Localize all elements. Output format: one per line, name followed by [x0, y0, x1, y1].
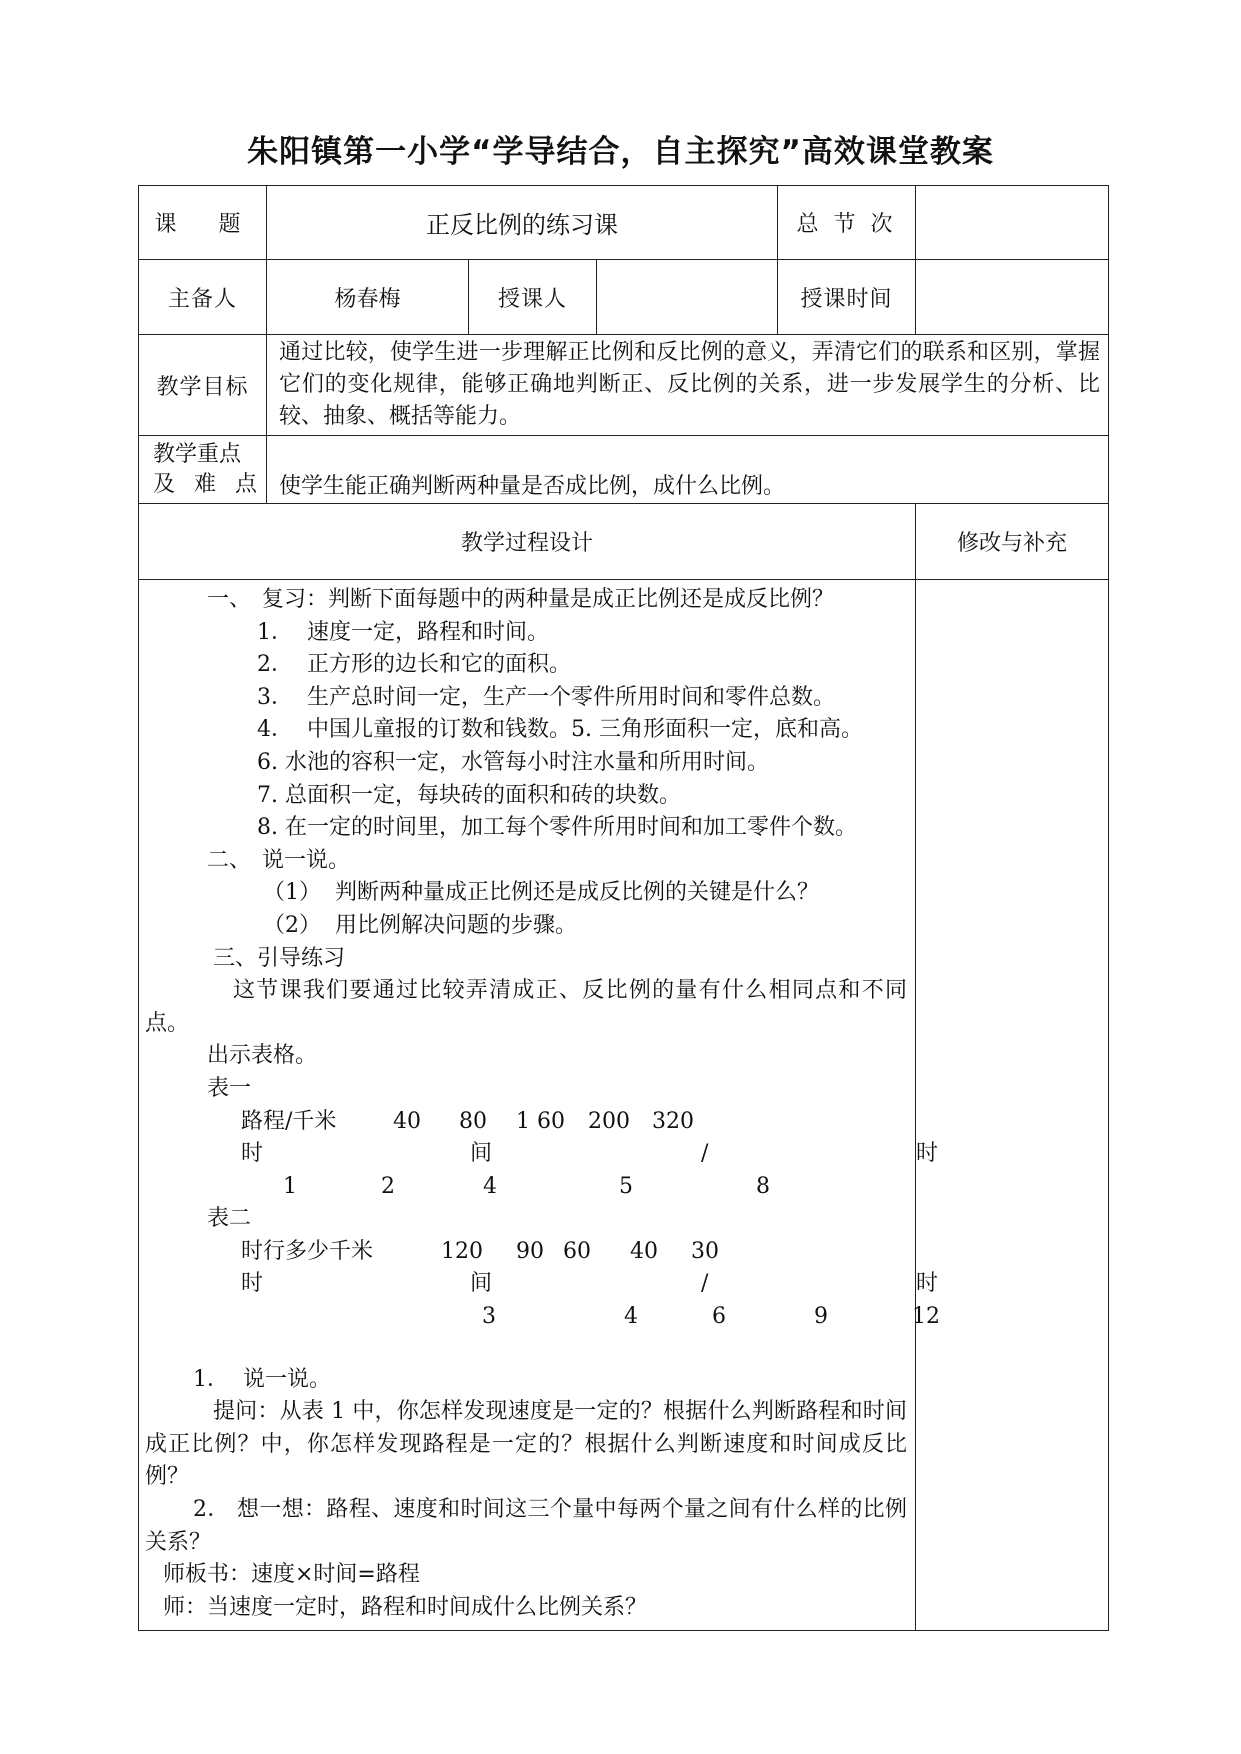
lesson-plan-table [138, 185, 1109, 1631]
preparer-label: 主备人 [139, 260, 267, 335]
table-2-row-speed [145, 1236, 907, 1269]
table-1-cell: 8 [756, 1173, 770, 1199]
table-1-cell: 320 [652, 1108, 694, 1134]
table-1-cell: 时 [916, 1141, 939, 1167]
table-2-cell: 时行多少千米 [241, 1238, 374, 1264]
topic-value: 正反比例的练习课 [267, 186, 778, 260]
table-2-cell: 间 [470, 1271, 493, 1297]
table-1-cell: 80 [459, 1108, 487, 1134]
table-1-cell: 40 [393, 1108, 421, 1134]
table-2-cell: 3 [482, 1304, 496, 1330]
process-body [139, 580, 940, 1631]
table-1-row-time [145, 1171, 907, 1204]
review-item-8: 8. 在一定的时间里，加工每个零件所用时间和加工零件个数。 [257, 815, 857, 841]
goal-row [139, 335, 1109, 436]
revision-notes-cell [916, 580, 1109, 1631]
table-2-cell: 120 [441, 1238, 483, 1264]
teacher-question: 师：当速度一定时，路程和时间成什么比例关系？ [163, 1594, 648, 1620]
discuss-heading: 二、 说一说。 [207, 847, 351, 873]
table-1-cell: 4 [483, 1173, 497, 1199]
table-2-cell: 时 [241, 1271, 264, 1297]
review-item-7: 7. 总面积一定，每块砖的面积和砖的块数。 [257, 782, 681, 808]
people-row [139, 260, 1109, 335]
review-item-3: 3． 生产总时间一定，生产一个零件所用时间和零件总数。 [257, 684, 835, 710]
process-body-row [139, 580, 1109, 1631]
teacher-label: 授课人 [469, 260, 597, 335]
table-2-cell: 90 [516, 1238, 544, 1264]
topic-row [139, 186, 1109, 260]
review-item-6: 6. 水池的容积一定，水管每小时注水量和所用时间。 [257, 749, 769, 775]
key-points-row [139, 436, 1109, 504]
discuss-item-2: （2） 用比例解决问题的步骤。 [263, 912, 577, 938]
after-item-2: 2． 想一想：路程、速度和时间这三个量中每两个量之间有什么样的比例关系？ [145, 1497, 908, 1555]
board-writing: 师板书：速度×时间=路程 [163, 1562, 420, 1588]
revision-heading: 修改与补充 [916, 504, 1109, 580]
table-1-cell: 5 [619, 1173, 633, 1199]
spacer [145, 1334, 907, 1364]
after-item-1-text: 提问：从表 1 中，你怎样发现速度是一定的？根据什么判断路程和时间成正比例？中，你怎样发现路程是一定的？根据什么判断速度和时间成反比例？ [145, 1399, 908, 1490]
table-2-cell: 12 [912, 1304, 940, 1330]
table-2-cell: 9 [814, 1304, 828, 1330]
discuss-item-1: （1） 判断两种量成正比例还是成反比例的关键是什么？ [263, 880, 819, 906]
table-1-cell: / [701, 1141, 709, 1167]
table-1-row-distance [145, 1106, 907, 1139]
practice-heading: 三、引导练习 [213, 945, 346, 971]
table-1-cell: 200 [588, 1108, 630, 1134]
table-1-cell: 1 [283, 1173, 297, 1199]
class-time-value [916, 260, 1109, 335]
teacher-value [597, 260, 778, 335]
table-1-cell: 路程/千米 [241, 1108, 337, 1134]
table-1-cell: 1 60 [516, 1108, 565, 1134]
after-item-1: 1． 说一说。 [193, 1366, 331, 1392]
practice-intro: 这节课我们要通过比较弄清成正、反比例的量有什么相同点和不同点。 [145, 978, 908, 1036]
table-2-label: 表二 [207, 1206, 252, 1232]
page-title: 朱阳镇第一小学“学导结合，自主探究”高效课堂教案 [247, 134, 994, 170]
table-1-row-time-label [145, 1138, 939, 1171]
table-2-cell: 4 [624, 1304, 638, 1330]
review-item-4-5: 4． 中国儿童报的订数和钱数。5. 三角形面积一定，底和高。 [257, 717, 863, 743]
goal-label: 教学目标 [139, 335, 267, 436]
table-2-cell: / [701, 1271, 709, 1297]
table-1-cell: 时 [241, 1141, 264, 1167]
review-heading: 一、 复习：判断下面每题中的两种量是成正比例还是成反比例？ [207, 587, 835, 612]
table-1-cell: 间 [470, 1141, 493, 1167]
process-header-row [139, 504, 1109, 580]
key-points-label [139, 436, 267, 504]
key-points-label-line1: 教学重点 [153, 441, 242, 467]
table-2-row-time [145, 1301, 940, 1334]
table-2-cell: 30 [691, 1238, 719, 1264]
key-points-text: 使学生能正确判断两种量是否成比例，成什么比例。 [267, 436, 1109, 504]
review-item-2: 2． 正方形的边长和它的面积。 [257, 652, 571, 678]
table-2-cell: 60 [563, 1238, 591, 1264]
table-1-label: 表一 [207, 1075, 252, 1101]
table-2-cell: 时 [916, 1271, 939, 1297]
preparer-value: 杨春梅 [267, 260, 469, 335]
total-sessions-value [916, 186, 1109, 260]
key-points-label-line2: 及 难 点 [153, 471, 263, 497]
class-time-label: 授课时间 [778, 260, 916, 335]
table-2-cell: 40 [630, 1238, 658, 1264]
process-design-heading: 教学过程设计 [139, 504, 916, 580]
total-sessions-label: 总 节 次 [778, 186, 916, 260]
table-1-cell: 2 [381, 1173, 395, 1199]
table-2-row-time-label [145, 1268, 939, 1301]
topic-label: 课 题 [139, 186, 267, 260]
goal-text: 通过比较，使学生进一步理解正比例和反比例的意义，弄清它们的联系和区别，掌握它们的变化规律，能够正确地判断正、反比例的关系，进一步发展学生的分析、比较、抽象、概括等能力。 [267, 335, 1109, 436]
review-item-1: 1． 速度一定，路程和时间。 [257, 619, 549, 645]
table-2-cell: 6 [712, 1304, 726, 1330]
show-tables-line: 出示表格。 [207, 1043, 318, 1069]
